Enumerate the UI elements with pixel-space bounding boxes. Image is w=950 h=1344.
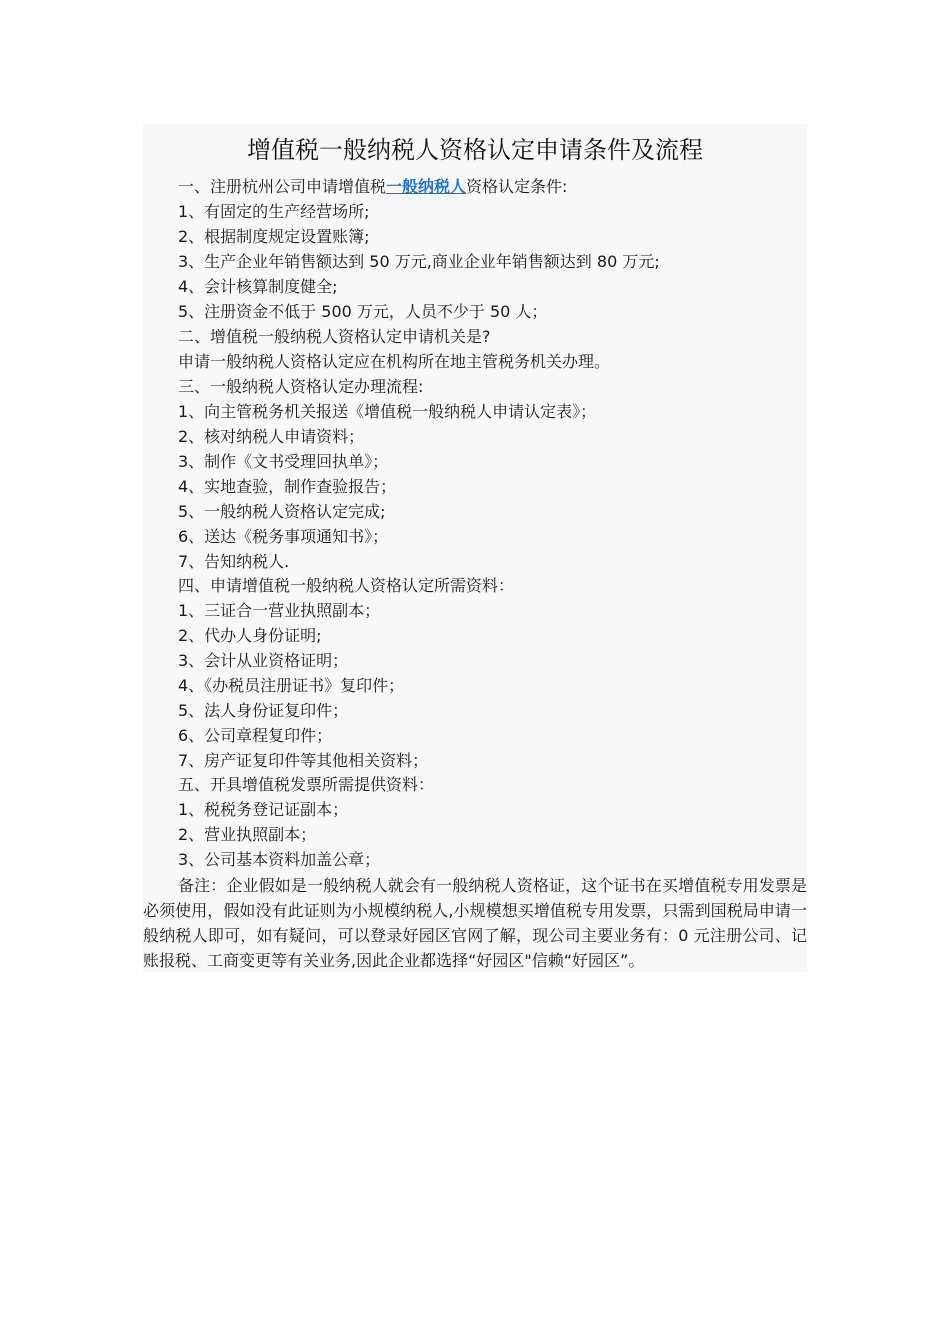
list-item: 3、公司基本资料加盖公章；	[178, 850, 381, 869]
list-item: 3、会计从业资格证明；	[178, 651, 349, 670]
list-item: 1、有固定的生产经营场所;	[178, 202, 370, 221]
list-item: 2、根据制度规定设置账簿;	[178, 227, 370, 246]
section-heading-1-prefix: 一、注册杭州公司申请增值税	[178, 177, 387, 196]
section-heading-5: 五、开具增值税发票所需提供资料：	[178, 775, 435, 794]
document-body	[143, 124, 807, 972]
list-item: 6、送达《税务事项通知书》；	[178, 527, 389, 546]
list-item: 2、营业执照副本；	[178, 825, 317, 844]
list-item: 2、核对纳税人申请资料；	[178, 427, 365, 446]
list-item: 4、会计核算制度健全;	[178, 277, 338, 296]
list-item: 3、制作《文书受理回执单》；	[178, 452, 389, 471]
list-item: 5、法人身份证复印件；	[178, 701, 349, 720]
list-item: 7、告知纳税人.	[178, 552, 290, 571]
list-item: 3、生产企业年销售额达到 50 万元,商业企业年销售额达到 80 万元;	[178, 252, 660, 271]
list-item: 1、三证合一营业执照副本；	[178, 601, 381, 620]
section-heading-3: 三、一般纳税人资格认定办理流程:	[178, 377, 424, 396]
section-heading-4: 四、申请增值税一般纳税人资格认定所需资料：	[178, 576, 515, 595]
general-taxpayer-link[interactable]: 一般纳税人	[386, 177, 467, 196]
list-item: 5、一般纳税人资格认定完成;	[178, 502, 386, 521]
list-item: 4、实地查验，制作查验报告；	[178, 477, 397, 496]
list-item: 4、《办税员注册证书》复印件；	[178, 676, 405, 695]
list-item: 2、代办人身份证明;	[178, 626, 322, 645]
document-title: 增值税一般纳税人资格认定申请条件及流程	[247, 136, 703, 164]
list-item: 7、房产证复印件等其他相关资料；	[178, 751, 429, 770]
section-heading-2: 二、增值税一般纳税人资格认定申请机关是?	[178, 327, 491, 346]
list-item: 6、公司章程复印件；	[178, 726, 333, 745]
list-item: 1、向主管税务机关报送《增值税一般纳税人申请认定表》；	[178, 402, 597, 421]
list-item: 5、注册资金不低于 500 万元，人员不少于 50 人；	[178, 302, 548, 321]
section-heading-1-suffix: 资格认定条件:	[466, 177, 568, 196]
section-2-paragraph: 申请一般纳税人资格认定应在机构所在地主管税务机关办理。	[178, 352, 611, 371]
section-heading-1	[178, 175, 567, 199]
list-item: 1、税税务登记证副本；	[178, 800, 349, 819]
remarks-paragraph: 备注：企业假如是一般纳税人就会有一般纳税人资格证，这个证书在买增值税专用发票是必须使用，假如没有此证则为小规模纳税人,小规模想买增值税专用发票，只需到国税局申请一般纳税人即可，如有疑问，可以登录好园区官网了解，现公司主要业务有：0 元注册公司、记账报税、工商变更等有关业务,因此企业都选择“好园区"信赖“好园区”。	[143, 876, 807, 970]
